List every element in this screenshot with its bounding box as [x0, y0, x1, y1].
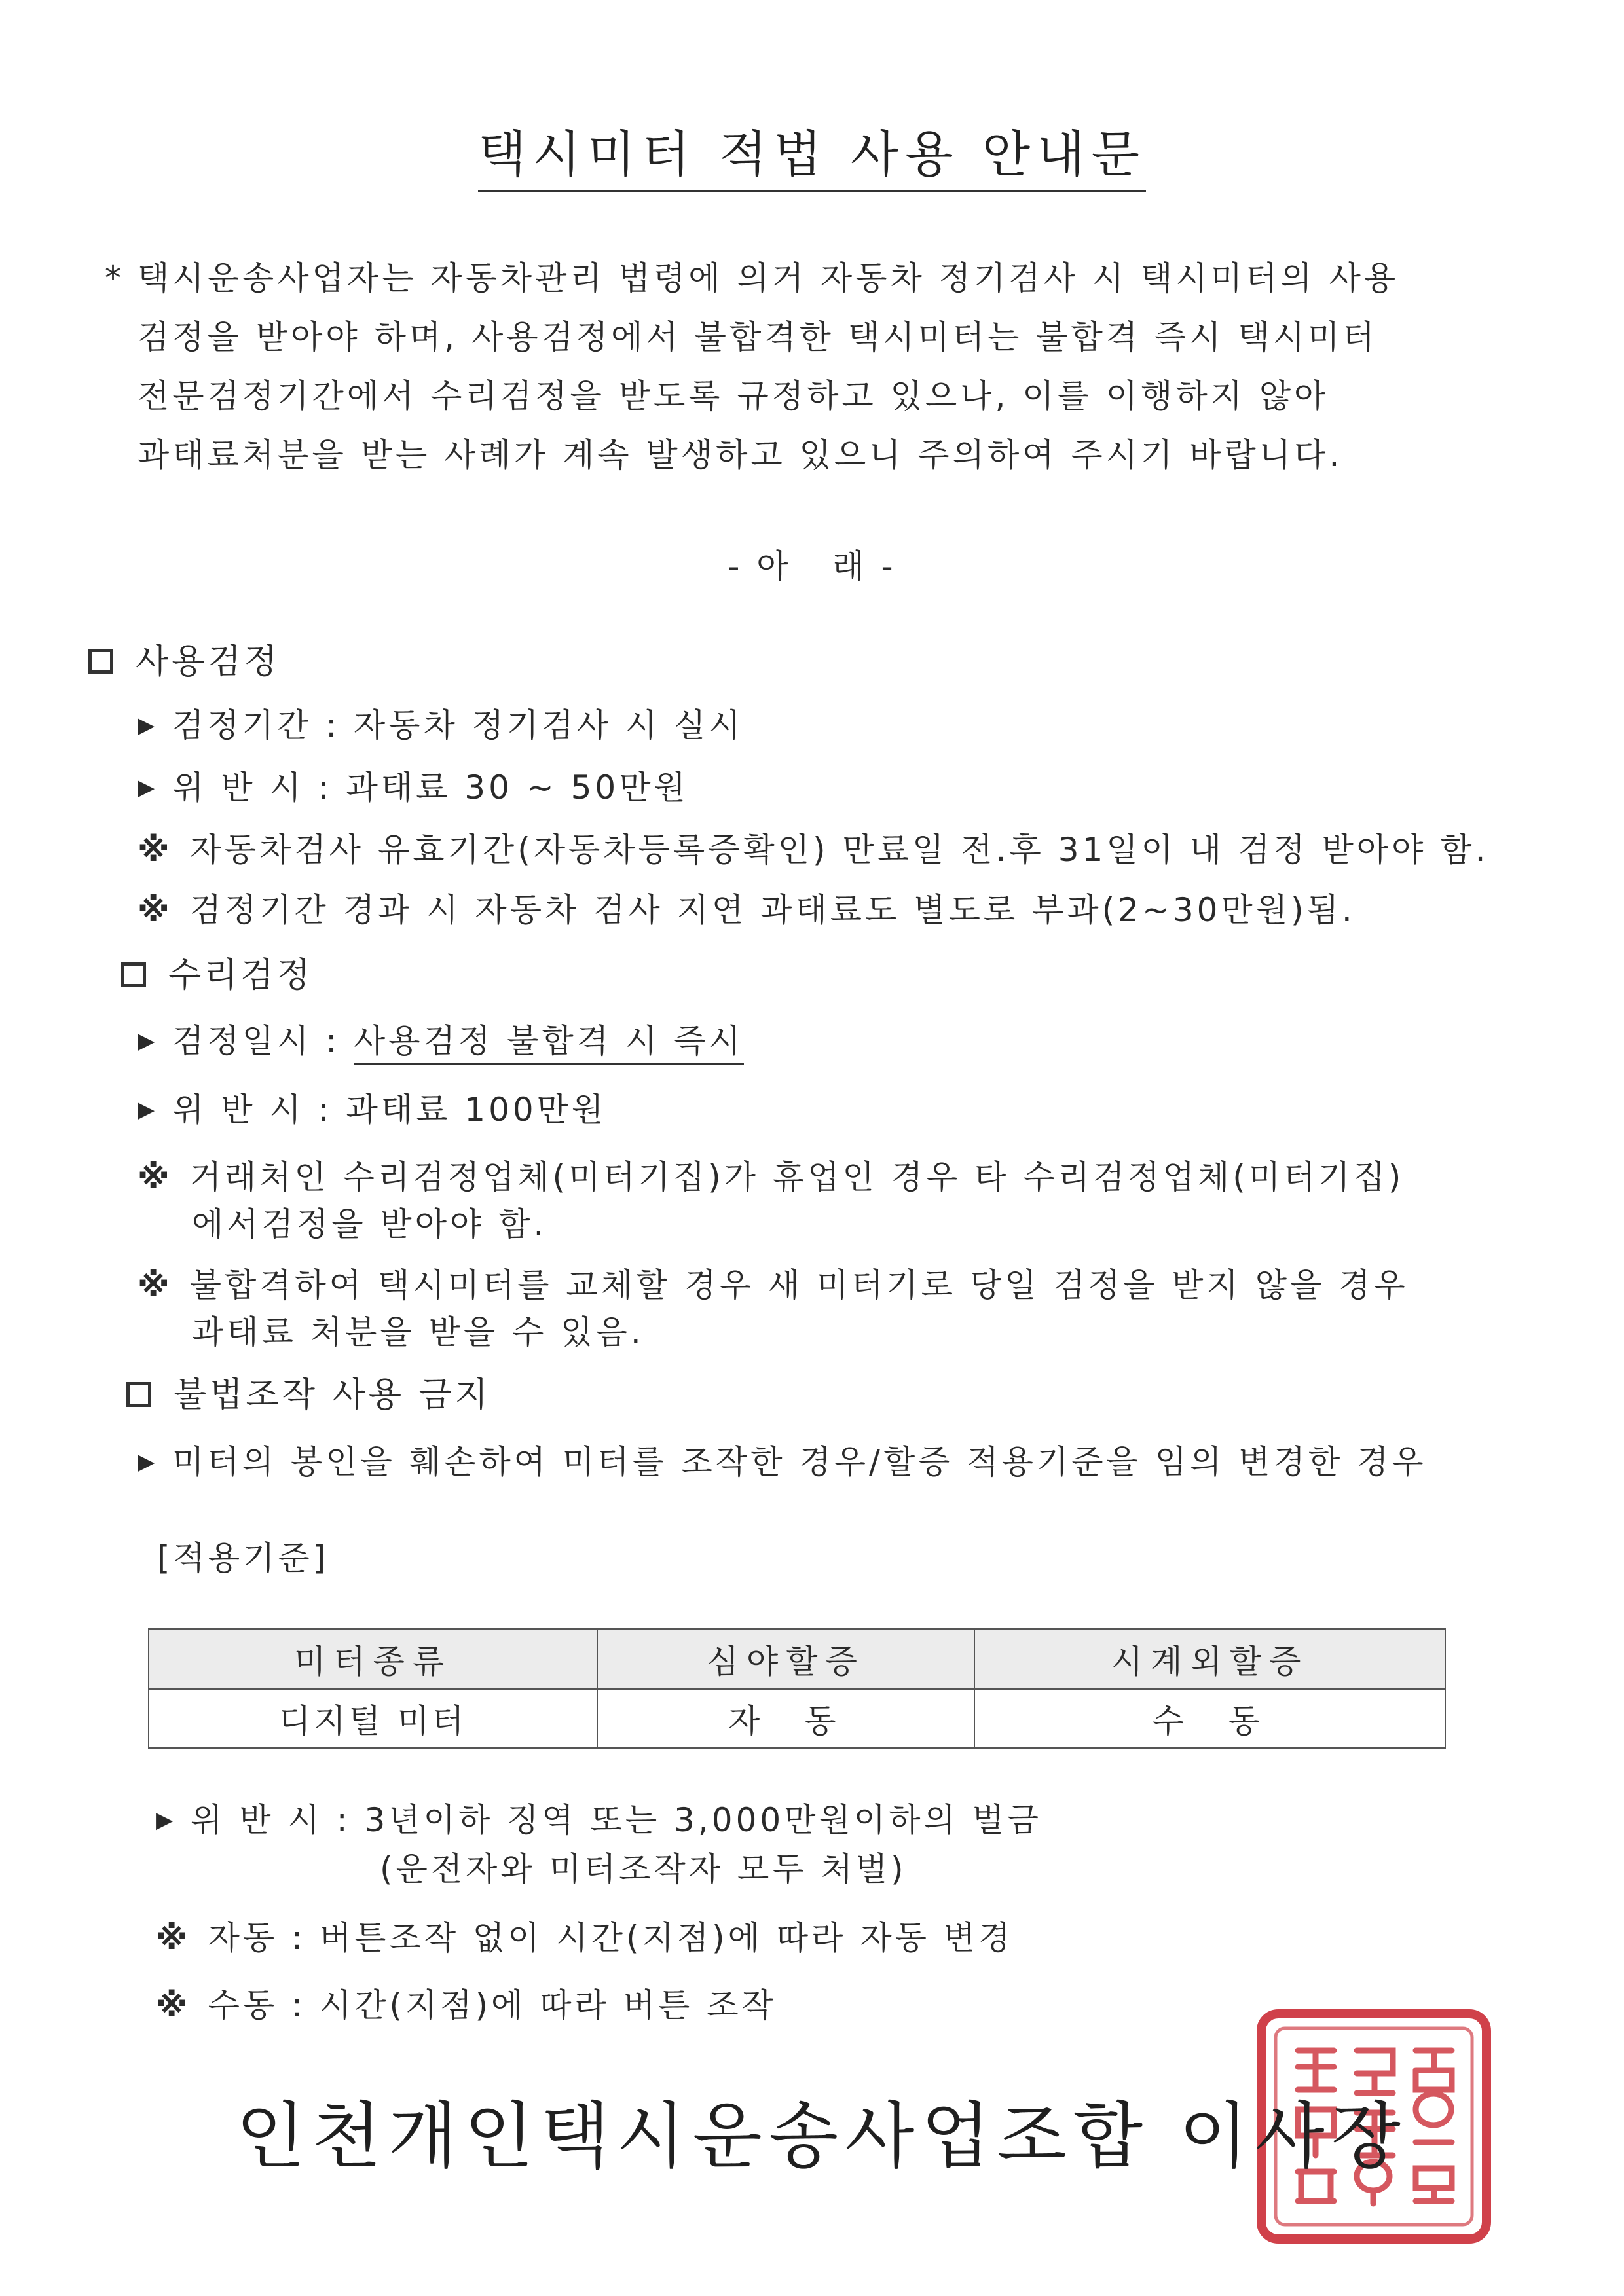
repair-violation-item: ▶ 위 반 시 : 과태료 100만원 [138, 1091, 607, 1129]
issuer-signature: 인천개인택시운송사업조합 이사장 [236, 2094, 1407, 2178]
usage-period-item: ▶ 검정기간 : 자동차 정기검사 시 실시 [138, 706, 744, 744]
repair-note: ※ 불합격하여 택시미터를 교체할 경우 새 미터기로 당일 검정을 받지 않을 경우 [138, 1266, 1409, 1304]
usage-note: ※ 검정기간 경과 시 자동차 검사 지연 과태료도 별도로 부과(2~30만원)됨. [138, 891, 1356, 929]
triangle-bullet-icon: ▶ [138, 774, 158, 801]
note-mark-icon: ※ [138, 831, 173, 869]
repair-date-value: 사용검정 불합격 시 즉시 [354, 1022, 744, 1065]
table-header-cell: 심야할증 [597, 1629, 974, 1689]
manual-note: ※ 수동 : 시간(지점)에 따라 버튼 조작 [156, 1986, 777, 2024]
note-mark-icon: ※ [156, 1919, 191, 1957]
document-title: 택시미터 적법 사용 안내문 [0, 115, 1624, 186]
criteria-label: [적용기준] [157, 1539, 329, 1577]
table-header-cell: 미터종류 [149, 1629, 597, 1689]
illegal-penalty-item: ▶ 위 반 시 : 3년이하 징역 또는 3,000만원이하의 벌금 [156, 1801, 1043, 1839]
table-cell: 디지털 미터 [149, 1689, 597, 1748]
note-mark-icon: ※ [156, 1986, 191, 2024]
table-row [149, 1689, 1445, 1748]
section-illegal-heading: 불법조작 사용 금지 [126, 1367, 491, 1416]
usage-violation-item: ▶ 위 반 시 : 과태료 30 ~ 50만원 [138, 769, 689, 807]
auto-note: ※ 자동 : 버튼조작 없이 시간(지점)에 따라 자동 변경 [156, 1919, 1014, 1957]
usage-note: ※ 자동차검사 유효기간(자동차등록증확인) 만료일 전.후 31일이 내 검정 받아야 함. [138, 831, 1489, 869]
illegal-item: ▶ 미터의 봉인을 훼손하여 미터를 조작한 경우/할증 적용기준을 임의 변경한 경우 [138, 1443, 1427, 1481]
notice-heading: - 아 래 - [728, 547, 896, 585]
checkbox-icon [88, 649, 113, 674]
intro-line: 과태료처분을 받는 사례가 계속 발생하고 있으니 주의하여 주시기 바랍니다. [138, 436, 1343, 474]
triangle-bullet-icon: ▶ [138, 1097, 158, 1123]
repair-note-continuation: 에서검정을 받아야 함. [192, 1205, 547, 1243]
table-cell: 수 동 [974, 1689, 1445, 1748]
table-header-row [149, 1629, 1445, 1689]
triangle-bullet-icon: ▶ [156, 1807, 177, 1833]
triangle-bullet-icon: ▶ [138, 712, 158, 738]
section-usage-heading: 사용검정 [88, 634, 280, 683]
checkbox-icon [126, 1382, 151, 1407]
note-mark-icon: ※ [138, 1158, 173, 1196]
table-cell: 자 동 [597, 1689, 974, 1748]
note-mark-icon: ※ [138, 1266, 173, 1304]
repair-note: ※ 거래처인 수리검정업체(미터기집)가 휴업인 경우 타 수리검정업체(미터기집) [138, 1158, 1405, 1196]
intro-line: 검정을 받아야 하며, 사용검정에서 불합격한 택시미터는 불합격 즉시 택시미터 [138, 318, 1378, 356]
criteria-table [148, 1628, 1446, 1749]
section-repair-heading: 수리검정 [121, 947, 313, 996]
triangle-bullet-icon: ▶ [138, 1449, 158, 1475]
intro-line: 전문검정기간에서 수리검정을 받도록 규정하고 있으나, 이를 이행하지 않아 [138, 377, 1329, 415]
repair-note-continuation: 과태료 처분을 받을 수 있음. [192, 1313, 644, 1351]
triangle-bullet-icon: ▶ [138, 1028, 158, 1054]
illegal-penalty-continuation: (운전자와 미터조작자 모두 처벌) [380, 1850, 907, 1888]
repair-date-item: ▶ 검정일시 : 사용검정 불합격 시 즉시 [138, 1015, 744, 1062]
table-header-cell: 시계외할증 [974, 1629, 1445, 1689]
intro-bullet: * [105, 259, 124, 297]
note-mark-icon: ※ [138, 891, 173, 929]
checkbox-icon [121, 962, 146, 987]
intro-line: 택시운송사업자는 자동차관리 법령에 의거 자동차 정기검사 시 택시미터의 사용 [138, 259, 1399, 297]
